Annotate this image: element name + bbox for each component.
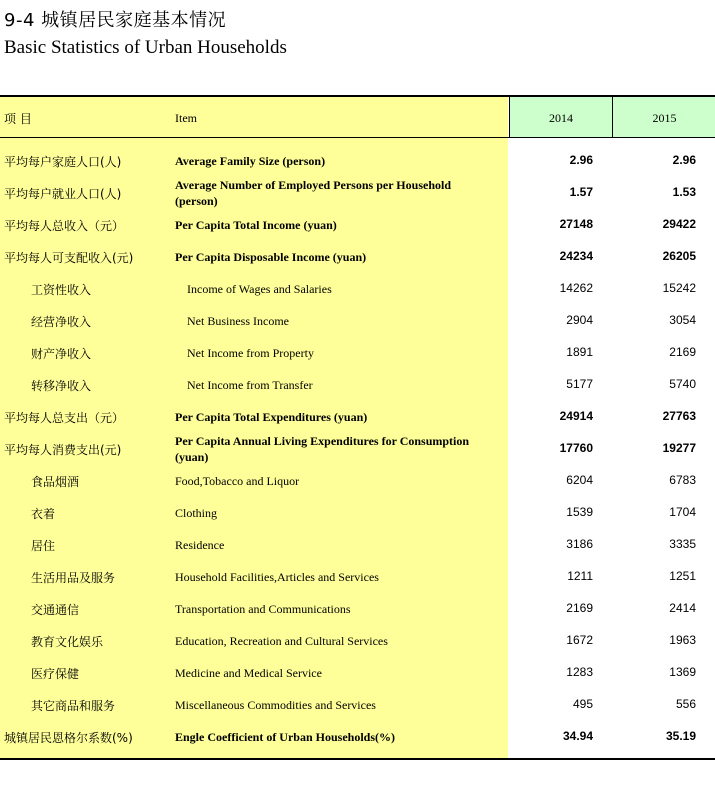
value-2014: 2904 bbox=[566, 313, 593, 327]
row-label-english: Miscellaneous Commodities and Services bbox=[175, 698, 376, 712]
value-2015: 26205 bbox=[662, 249, 696, 263]
header-year-2015: 2015 bbox=[652, 111, 677, 125]
table-row bbox=[0, 432, 715, 464]
table-body bbox=[0, 138, 715, 760]
value-2015: 1251 bbox=[669, 569, 696, 583]
value-2015: 1704 bbox=[669, 505, 696, 519]
table-row bbox=[0, 336, 715, 368]
value-2015: 5740 bbox=[669, 377, 696, 391]
table-row bbox=[0, 624, 715, 656]
table-row bbox=[0, 400, 715, 432]
row-label-english: Household Facilities,Articles and Services bbox=[175, 570, 379, 584]
page-title-chinese: 9-4 城镇居民家庭基本情况 bbox=[4, 10, 227, 31]
value-2014: 1283 bbox=[566, 665, 593, 679]
row-label-chinese: 平均每户家庭人口(人) bbox=[4, 155, 122, 169]
row-label-english: Residence bbox=[175, 538, 225, 552]
table-row bbox=[0, 208, 715, 240]
value-2014: 24914 bbox=[559, 409, 593, 423]
value-2014: 495 bbox=[572, 697, 593, 711]
value-2014: 5177 bbox=[566, 377, 593, 391]
table-row bbox=[0, 144, 715, 176]
row-label-chinese: 食品烟酒 bbox=[31, 475, 80, 489]
table-row bbox=[0, 560, 715, 592]
value-2014: 1891 bbox=[566, 345, 593, 359]
value-2014: 24234 bbox=[559, 249, 593, 263]
row-label-chinese: 衣着 bbox=[31, 507, 56, 521]
value-2014: 2169 bbox=[566, 601, 593, 615]
row-label-english: Net Business Income bbox=[187, 314, 289, 328]
value-2015: 19277 bbox=[662, 441, 696, 455]
table-row bbox=[0, 592, 715, 624]
row-label-english: Transportation and Communications bbox=[175, 602, 351, 616]
value-2015: 6783 bbox=[669, 473, 696, 487]
value-2015: 1369 bbox=[669, 665, 696, 679]
value-2014: 34.94 bbox=[562, 729, 593, 743]
row-label-english: Food,Tobacco and Liquor bbox=[175, 474, 300, 488]
row-label-chinese: 工资性收入 bbox=[31, 283, 92, 297]
header-item-chinese: 项 目 bbox=[4, 112, 32, 126]
value-2015: 1963 bbox=[669, 633, 696, 647]
row-label-english: Average Number of Employed Persons per Household (person) bbox=[175, 178, 451, 208]
table-header bbox=[0, 97, 715, 138]
table-row bbox=[0, 368, 715, 400]
value-2015: 29422 bbox=[662, 217, 696, 231]
row-label-chinese: 经营净收入 bbox=[31, 315, 92, 329]
table-row bbox=[0, 464, 715, 496]
value-2014: 6204 bbox=[566, 473, 593, 487]
row-label-english: Per Capita Total Expenditures (yuan) bbox=[175, 410, 368, 424]
header-item-english: Item bbox=[175, 111, 197, 125]
row-label-chinese: 医疗保健 bbox=[31, 667, 80, 681]
row-label-english: Average Family Size (person) bbox=[175, 154, 326, 168]
value-2015: 556 bbox=[675, 697, 696, 711]
header-year-2014: 2014 bbox=[549, 111, 573, 125]
value-2014: 17760 bbox=[559, 441, 593, 455]
value-2014: 27148 bbox=[559, 217, 593, 231]
table-row bbox=[0, 304, 715, 336]
row-label-english: Net Income from Transfer bbox=[187, 378, 313, 392]
page-title-english: Basic Statistics of Urban Households bbox=[4, 37, 287, 58]
row-label-chinese: 居住 bbox=[31, 539, 56, 553]
row-label-english: Education, Recreation and Cultural Services bbox=[175, 634, 388, 648]
value-2015: 15242 bbox=[662, 281, 696, 295]
row-label-english: Engle Coefficient of Urban Households(%) bbox=[175, 730, 395, 744]
row-label-chinese: 财产净收入 bbox=[31, 347, 92, 361]
table-row bbox=[0, 496, 715, 528]
value-2015: 3335 bbox=[669, 537, 696, 551]
table-row bbox=[0, 272, 715, 304]
value-2014: 1.57 bbox=[569, 185, 593, 199]
row-label-chinese: 城镇居民恩格尔系数(%) bbox=[4, 731, 133, 745]
statistics-table bbox=[0, 95, 715, 760]
value-2015: 3054 bbox=[669, 313, 696, 327]
value-2015: 2.96 bbox=[672, 153, 696, 167]
table-row bbox=[0, 528, 715, 560]
row-label-english: Medicine and Medical Service bbox=[175, 666, 322, 680]
row-label-english: Net Income from Property bbox=[187, 346, 314, 360]
table-row bbox=[0, 176, 715, 208]
row-label-chinese: 平均每人总支出（元） bbox=[4, 411, 125, 425]
table-row bbox=[0, 720, 715, 752]
value-2015: 35.19 bbox=[665, 729, 696, 743]
value-2014: 3186 bbox=[566, 537, 593, 551]
row-label-chinese: 平均每人可支配收入(元) bbox=[4, 251, 134, 265]
table-row bbox=[0, 240, 715, 272]
value-2015: 2169 bbox=[669, 345, 696, 359]
value-2014: 1211 bbox=[567, 569, 593, 583]
value-2014: 14262 bbox=[559, 281, 593, 295]
row-label-chinese: 平均每人消费支出(元) bbox=[4, 443, 122, 457]
table-row bbox=[0, 656, 715, 688]
row-label-chinese: 转移净收入 bbox=[31, 379, 92, 393]
row-label-english: Clothing bbox=[175, 506, 218, 520]
row-label-english: Income of Wages and Salaries bbox=[187, 282, 332, 296]
value-2015: 1.53 bbox=[672, 185, 696, 199]
row-label-chinese: 教育文化娱乐 bbox=[31, 635, 104, 649]
row-label-english: Per Capita Total Income (yuan) bbox=[175, 218, 337, 232]
row-label-chinese: 平均每户就业人口(人) bbox=[4, 187, 122, 201]
row-label-english: Per Capita Disposable Income (yuan) bbox=[175, 250, 367, 264]
row-label-chinese: 平均每人总收入（元） bbox=[4, 219, 125, 233]
row-label-english: Per Capita Annual Living Expenditures for Consumption (yuan) bbox=[175, 434, 470, 464]
row-label-chinese: 交通通信 bbox=[31, 603, 80, 617]
table-row bbox=[0, 688, 715, 720]
row-label-chinese: 其它商品和服务 bbox=[31, 699, 116, 713]
value-2014: 2.96 bbox=[569, 153, 593, 167]
value-2014: 1539 bbox=[566, 505, 593, 519]
row-label-chinese: 生活用品及服务 bbox=[31, 571, 116, 585]
value-2014: 1672 bbox=[566, 633, 593, 647]
value-2015: 27763 bbox=[662, 409, 696, 423]
value-2015: 2414 bbox=[669, 601, 696, 615]
